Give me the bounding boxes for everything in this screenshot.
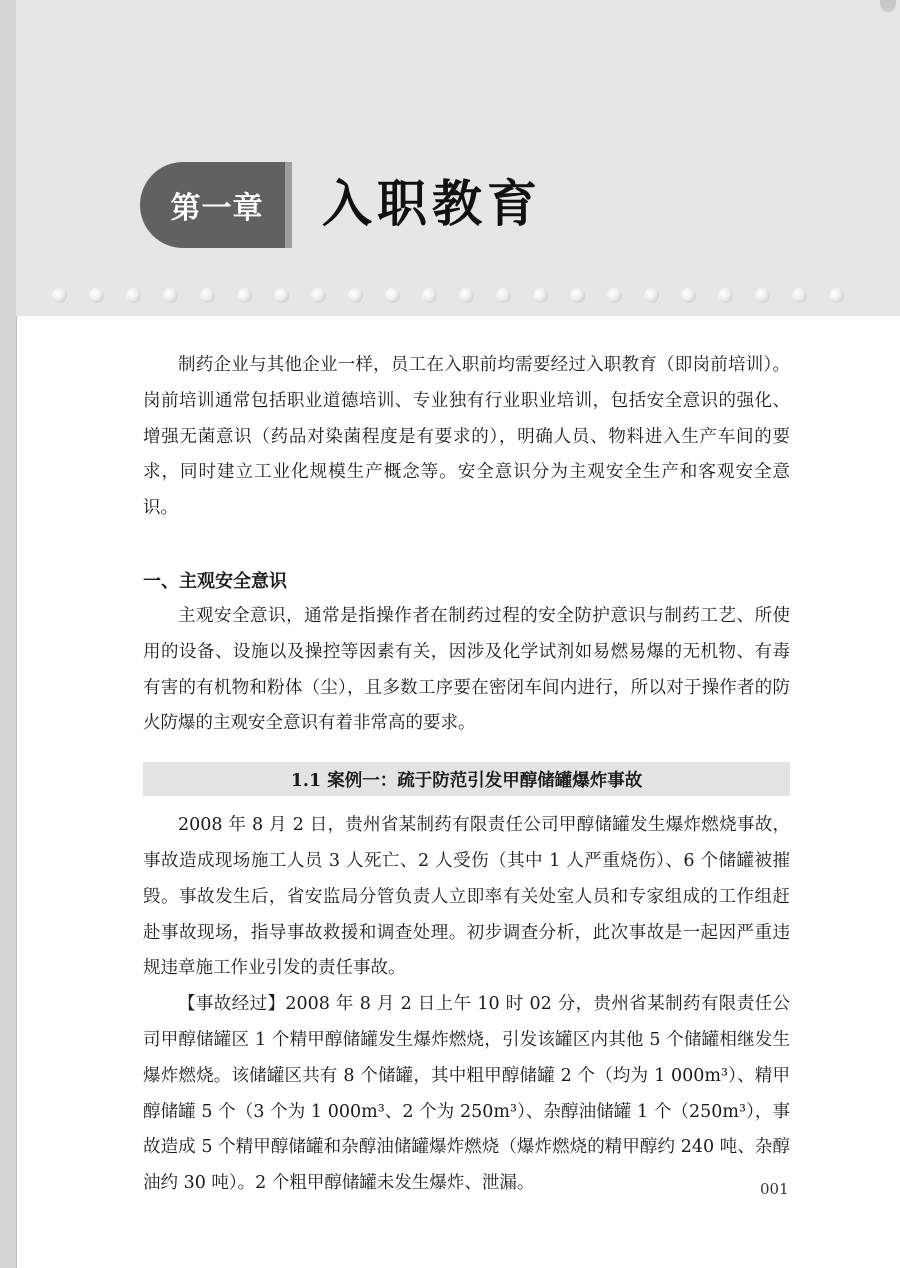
chapter-label-badge — [140, 162, 288, 248]
decorative-dot — [570, 288, 585, 303]
decorative-dot — [533, 288, 548, 303]
case-paragraph-1: 2008 年 8 月 2 日，贵州省某制药有限责任公司甲醇储罐发生爆炸燃烧事故，事故造成现场施工人员 3 人死亡、2 人受伤（其中 1 人严重烧伤）、6 个储罐被摧毁。事故发生后，省安监局分管负责人立即率有关处室人员和专家组成的工作组赶赴事故现场，指导事故救援和调查处理。初步调查分析，此次事故是一起因严重违规违章施工作业引发的责任事故。 — [143, 815, 790, 979]
decorative-dot — [792, 288, 807, 303]
case-paragraph-2: 【事故经过】2008 年 8 月 2 日上午 10 时 02 分，贵州省某制药有限责任公司甲醇储罐区 1 个精甲醇储罐发生爆炸燃烧，引发该罐区内其他 5 个储罐相继发生爆炸燃烧。该储罐区共有 8 个储罐，其中粗甲醇储罐 2 个（均为 1 000m³）、精甲醇储罐 5 个（3 个为 1 000m³、2 个为 250m³）、杂醇油储罐 1 个（250m³），事故造成 5 个精甲醇储罐和杂醇油储罐爆炸燃烧（爆炸燃烧的精甲醇约 240 吨、杂醇油约 30 吨）。2 个粗甲醇储罐未发生爆炸、泄漏。 — [143, 994, 790, 1194]
chapter-header-band — [16, 0, 900, 316]
decorative-dot — [459, 288, 474, 303]
decorative-dot — [348, 288, 363, 303]
decorative-dot — [274, 288, 289, 303]
decorative-dot — [607, 288, 622, 303]
decorative-dot — [163, 288, 178, 303]
section-heading: 一、主观安全意识 — [143, 570, 287, 592]
decorative-dot — [644, 288, 659, 303]
intro-paragraph: 制药企业与其他企业一样，员工在入职前均需要经过入职教育（即岗前培训）。岗前培训通常包括职业道德培训、专业独有行业职业培训，包括安全意识的强化、增强无菌意识（药品对染菌程度是有要求的），明确人员、物料进入生产车间的要求，同时建立工业化规模生产概念等。安全意识分为主观安全生产和客观安全意识。 — [143, 355, 790, 519]
case-title-bar — [143, 762, 790, 796]
decorative-dot — [126, 288, 141, 303]
decorative-dot — [237, 288, 252, 303]
page-edge-strip — [0, 0, 16, 1268]
page-number: 001 — [760, 1180, 789, 1198]
decorative-dot — [829, 288, 844, 303]
chapter-badge-edge — [285, 162, 292, 248]
decorative-dot — [52, 288, 67, 303]
decorative-dot — [200, 288, 215, 303]
decorative-dot-row — [52, 288, 872, 304]
section-paragraph: 主观安全意识，通常是指操作者在制药过程的安全防护意识与制药工艺、所使用的设备、设施以及操控等因素有关，因涉及化学试剂如易燃易爆的无机物、有毒有害的有机物和粉体（尘），且多数工序要在密闭车间内进行，所以对于操作者的防火防爆的主观安全意识有着非常高的要求。 — [143, 605, 790, 734]
decorative-dot — [422, 288, 437, 303]
page-body — [143, 348, 790, 1202]
decorative-dot — [385, 288, 400, 303]
decorative-dot — [89, 288, 104, 303]
decorative-dot — [496, 288, 511, 303]
decorative-dot — [311, 288, 326, 303]
chapter-label: 第一章 — [170, 191, 264, 226]
decorative-dot — [681, 288, 696, 303]
case-title: 1.1 案例一：疏于防范引发甲醇储罐爆炸事故 — [290, 770, 643, 791]
chapter-title: 入职教育 — [322, 175, 542, 233]
decorative-dot — [718, 288, 733, 303]
decorative-dot — [755, 288, 770, 303]
